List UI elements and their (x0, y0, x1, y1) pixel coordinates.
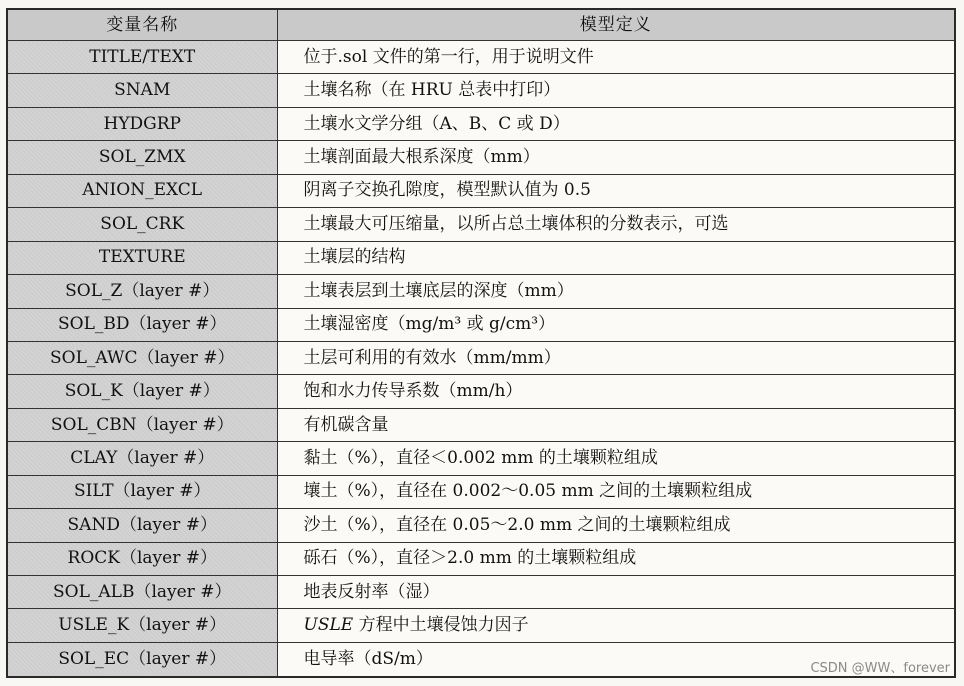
table-row (7, 442, 955, 475)
variable-name-cell: SAND（layer #） (7, 509, 277, 542)
model-definition-cell: 电导率（dS/m） (277, 642, 955, 677)
variable-name-cell: ROCK（layer #） (7, 542, 277, 575)
model-definition-cell: 土壤湿密度（mg/m³ 或 g/cm³） (277, 308, 955, 341)
table-row (7, 375, 955, 408)
model-definition-cell: 土壤表层到土壤底层的深度（mm） (277, 275, 955, 308)
table-row (7, 475, 955, 508)
model-definition-cell: 土层可利用的有效水（mm/mm） (277, 341, 955, 374)
model-definition-cell: 有机碳含量 (277, 408, 955, 441)
table-row (7, 141, 955, 174)
variable-name-cell: SOL_EC（layer #） (7, 642, 277, 677)
variable-name-cell: CLAY（layer #） (7, 442, 277, 475)
table-row (7, 74, 955, 107)
model-definition-cell: 阴离子交换孔隙度，模型默认值为 0.5 (277, 174, 955, 207)
table-row (7, 275, 955, 308)
table-row (7, 174, 955, 207)
header-model-definition: 模型定义 (277, 9, 955, 41)
variable-name-cell: SOL_ZMX (7, 141, 277, 174)
variable-name-cell: SOL_ALB（layer #） (7, 576, 277, 609)
table-row (7, 542, 955, 575)
variable-name-cell: TEXTURE (7, 241, 277, 274)
variable-name-cell: SOL_Z（layer #） (7, 275, 277, 308)
table-row (7, 509, 955, 542)
model-definition-cell (277, 609, 955, 642)
model-definition-cell: 沙土（%），直径在 0.05～2.0 mm 之间的土壤颗粒组成 (277, 509, 955, 542)
variable-name-cell: SOL_BD（layer #） (7, 308, 277, 341)
table-row (7, 341, 955, 374)
variable-name-cell: TITLE/TEXT (7, 41, 277, 74)
variable-name-cell: SOL_CBN（layer #） (7, 408, 277, 441)
variable-name-cell: SOL_CRK (7, 208, 277, 241)
model-definition-cell: 地表反射率（湿） (277, 576, 955, 609)
variable-name-cell: SILT（layer #） (7, 475, 277, 508)
model-definition-cell: 土壤水文学分组（A、B、C 或 D） (277, 107, 955, 140)
model-definition-cell: 壤土（%），直径在 0.002～0.05 mm 之间的土壤颗粒组成 (277, 475, 955, 508)
table-row (7, 107, 955, 140)
table-row (7, 41, 955, 74)
model-definition-cell: 土壤最大可压缩量，以所占总土壤体积的分数表示，可选 (277, 208, 955, 241)
header-variable-name: 变量名称 (7, 9, 277, 41)
model-definition-cell: 土壤层的结构 (277, 241, 955, 274)
csdn-watermark: CSDN @WW、forever (810, 661, 950, 676)
variable-name-cell: SOL_K（layer #） (7, 375, 277, 408)
table-row (7, 609, 955, 642)
table-row (7, 408, 955, 441)
model-definition-cell: 饱和水力传导系数（mm/h） (277, 375, 955, 408)
definition-text: 方程中土壤侵蚀力因子 (353, 615, 529, 636)
definition-italic-term: USLE (303, 615, 354, 636)
variable-name-cell: SNAM (7, 74, 277, 107)
model-definition-cell: 位于.sol 文件的第一行，用于说明文件 (277, 41, 955, 74)
table-row (7, 308, 955, 341)
table-row (7, 208, 955, 241)
soil-variables-table (6, 8, 956, 678)
variable-name-cell: ANION_EXCL (7, 174, 277, 207)
table-row (7, 241, 955, 274)
variable-name-cell: SOL_AWC（layer #） (7, 341, 277, 374)
table-header-row (7, 9, 955, 41)
variable-name-cell: USLE_K（layer #） (7, 609, 277, 642)
variable-name-cell: HYDGRP (7, 107, 277, 140)
model-definition-cell: 砾石（%），直径＞2.0 mm 的土壤颗粒组成 (277, 542, 955, 575)
table-row (7, 576, 955, 609)
model-definition-cell: 土壤剖面最大根系深度（mm） (277, 141, 955, 174)
model-definition-cell: 土壤名称（在 HRU 总表中打印） (277, 74, 955, 107)
model-definition-cell: 黏土（%），直径＜0.002 mm 的土壤颗粒组成 (277, 442, 955, 475)
